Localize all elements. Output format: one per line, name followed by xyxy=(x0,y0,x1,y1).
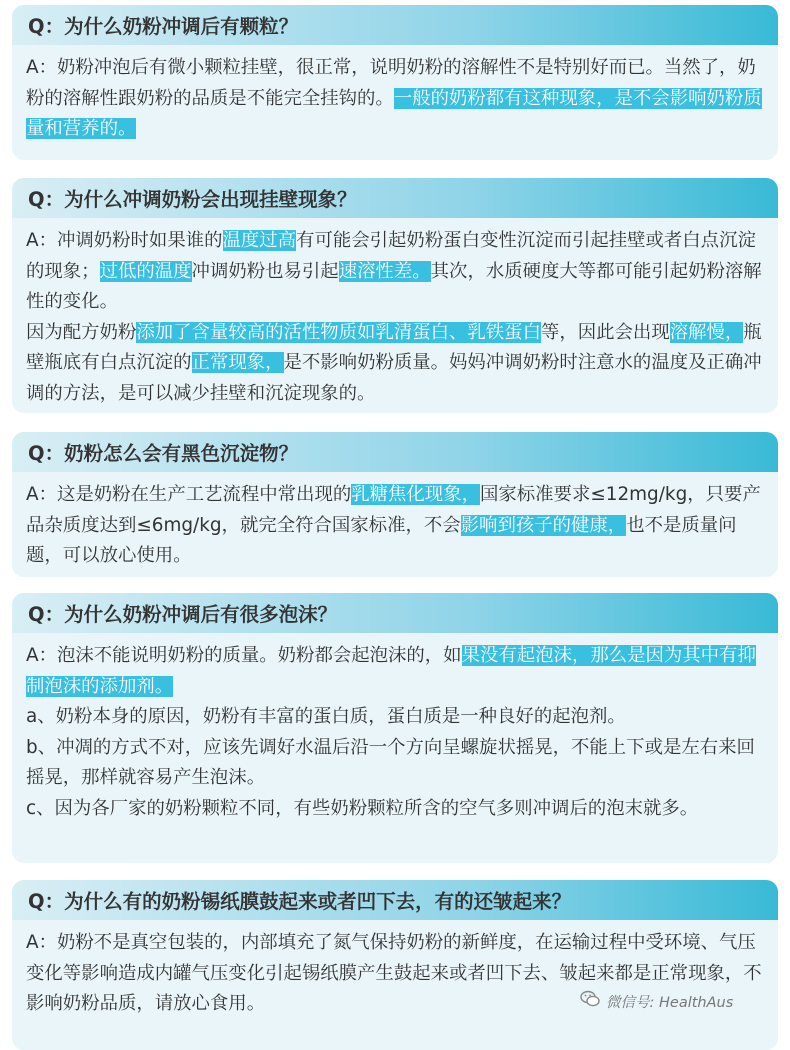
highlighted-text: 溶解慢， xyxy=(669,321,744,343)
answer-paragraph xyxy=(26,226,762,318)
answer-text: 瓶壁瓶底有白点沉淀的 xyxy=(26,321,762,373)
faq-answer xyxy=(12,45,778,155)
answer-text: 其次，水质硬度大等都可能引起奶粉溶解性的变化。 xyxy=(26,260,762,312)
answer-paragraph xyxy=(26,733,762,794)
answer-text: 国家标准要求≤12mg/kg，只要产品杂质度达到≤6mg/kg，就完全符合国家标准，不会 xyxy=(26,484,761,536)
watermark-text: 微信号: HealthAus xyxy=(606,994,734,1011)
faq-card xyxy=(12,880,778,1050)
faq-question: Q：为什么有的奶粉锡纸膜鼓起来或者凹下去，有的还皱起来？ xyxy=(12,880,778,920)
faq-card xyxy=(12,5,778,160)
highlighted-text: 添加了含量较高的活性物质如乳清蛋白、乳铁蛋白 xyxy=(136,321,541,343)
faq-question: Q：为什么奶粉冲调后有很多泡沫？ xyxy=(12,593,778,633)
answer-text: A：这是奶粉在生产工艺流程中常出现的 xyxy=(26,484,352,505)
watermark xyxy=(580,990,733,1012)
faq-question: Q：奶粉怎么会有黑色沉淀物？ xyxy=(12,432,778,472)
highlighted-text: 温度过高 xyxy=(222,230,297,251)
faq-card xyxy=(12,178,778,413)
answer-paragraph xyxy=(26,480,762,572)
faq-answer xyxy=(12,920,778,1030)
answer-text: A：冲调奶粉时如果谁的 xyxy=(26,230,223,251)
highlighted-text: 影响到孩子的健康， xyxy=(460,514,627,536)
answer-text: 冲调奶粉也易引起 xyxy=(191,260,339,282)
answer-text: a、奶粉本身的原因，奶粉有丰富的蛋白质，蛋白质是一种良好的起泡剂。 xyxy=(26,706,626,727)
highlighted-text: 乳糖焦化现象， xyxy=(351,484,480,505)
highlighted-text: 速溶性差。 xyxy=(338,260,431,282)
answer-paragraph xyxy=(26,702,762,733)
answer-text: 有可能会引起奶粉蛋白变性沉淀而引起挂壁或者白点沉淀的现象； xyxy=(26,230,756,282)
faq-card xyxy=(12,593,778,863)
highlighted-text: 过低的温度 xyxy=(99,260,192,282)
wechat-icon xyxy=(580,990,600,1012)
faq-question: Q：为什么奶粉冲调后有颗粒？ xyxy=(12,5,778,45)
highlighted-text: 一般的奶粉都有这种现象，是不会影响奶粉质量和营养的。 xyxy=(26,87,762,139)
faq-question: Q：为什么冲调奶粉会出现挂壁现象？ xyxy=(12,178,778,218)
highlighted-text: 正常现象， xyxy=(191,352,284,373)
answer-text: A：奶粉冲泡后有微小颗粒挂壁，很正常，说明奶粉的溶解性不是特别好而已。当然了，奶粉的溶解性跟奶粉的品质是不能完全挂钩的。 xyxy=(26,57,756,109)
faq-card xyxy=(12,432,778,577)
answer-text: 也不是质量问题，可以放心使用。 xyxy=(26,514,737,566)
faq-answer xyxy=(12,472,778,577)
answer-text: 因为配方奶粉 xyxy=(26,321,137,343)
answer-paragraph xyxy=(26,641,762,702)
answer-text: b、冲凋的方式不对，应该先调好水温后沿一个方向呈螺旋状摇晃，不能上下或是左右来回摇晃，那样就容易产生泡沫。 xyxy=(26,736,755,788)
faq-answer xyxy=(12,218,778,413)
answer-text: c、因为各厂家的奶粉颗粒不同，有些奶粉颗粒所含的空气多则冲调后的泡末就多。 xyxy=(26,797,699,819)
answer-text: A：奶粉不是真空包装的，内部填充了氮气保持奶粉的新鲜度，在运输过程中受环境、气压变化等影响造成内罐气压变化引起锡纸膜产生鼓起来或者凹下去、皱起来都是正常现象，不影响奶粉品质，请放心食用。 xyxy=(26,932,762,1014)
highlighted-text: 果没有起泡沫，那么是因为其中有抑制泡沫的添加剂。 xyxy=(26,645,756,697)
answer-text: 等，因此会出现 xyxy=(540,321,670,343)
answer-text: A：泡沫不能说明奶粉的质量。奶粉都会起泡沫的，如 xyxy=(26,645,462,666)
answer-paragraph xyxy=(26,794,762,825)
answer-paragraph xyxy=(26,53,762,145)
answer-paragraph xyxy=(26,318,762,410)
faq-answer xyxy=(12,633,778,834)
answer-text: 是不影响奶粉质量。妈妈冲调奶粉时注意水的温度及正确冲调的方法，是可以减少挂壁和沉淀现象的。 xyxy=(26,352,762,404)
